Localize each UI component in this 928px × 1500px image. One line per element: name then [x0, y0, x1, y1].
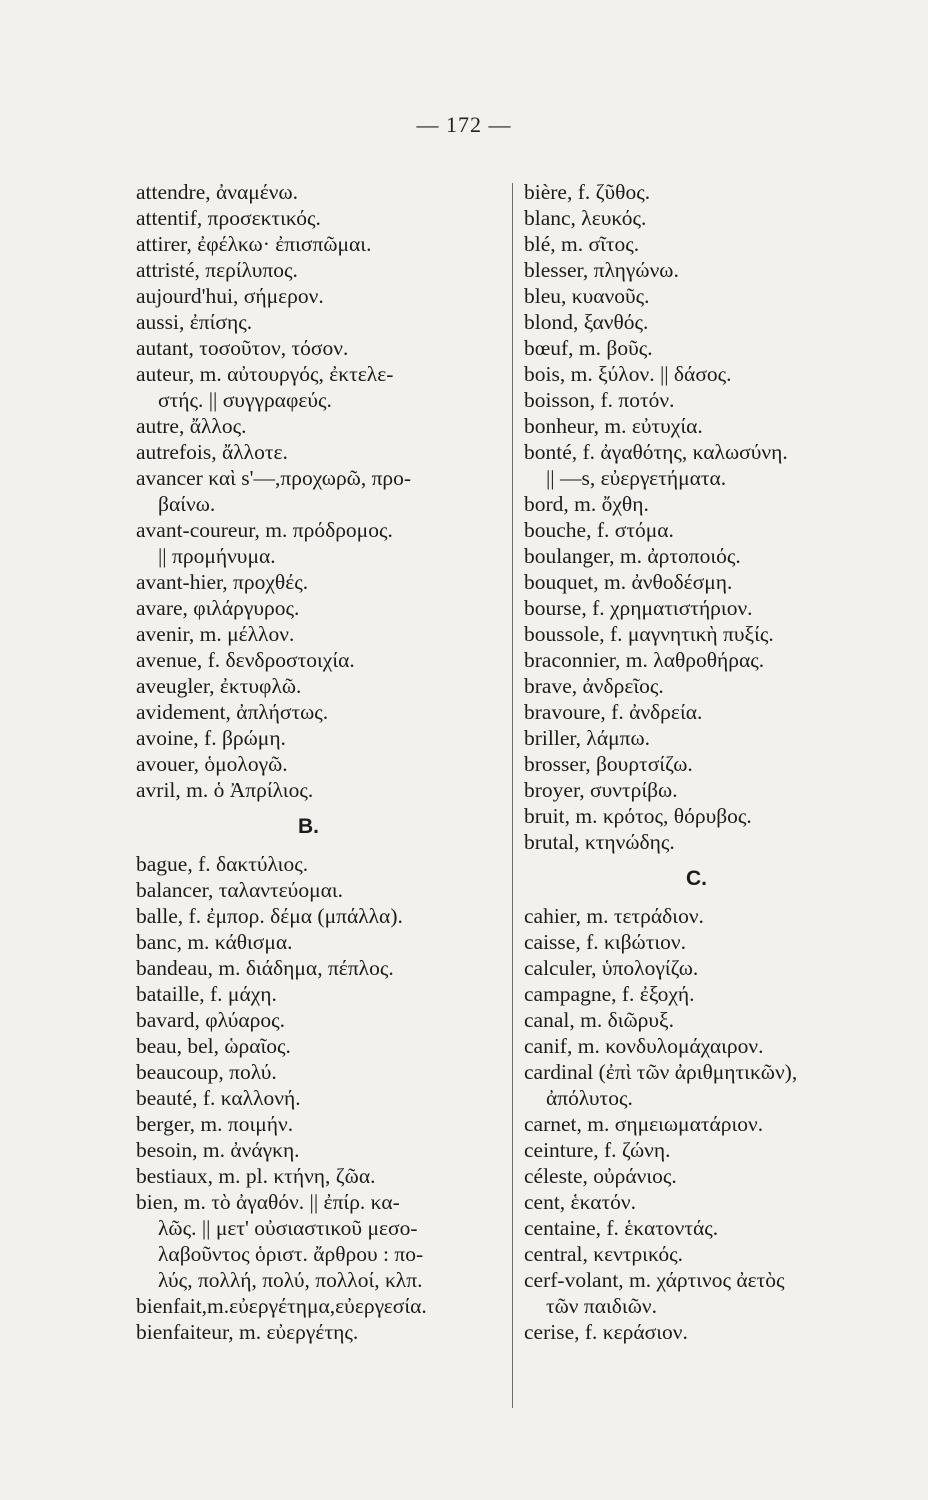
dictionary-line: blond, ξανθός.: [524, 310, 649, 334]
dictionary-line: cerf-volant, m. χάρτινος ἀετὸς: [524, 1268, 785, 1292]
dictionary-line: λῶς. || μετ' οὐσιαστικοῦ μεσο-: [158, 1216, 418, 1240]
dictionary-line: autrefois, ἄλλοτε.: [136, 440, 288, 464]
dictionary-line: τῶν παιδιῶν.: [546, 1294, 657, 1318]
dictionary-line: bataille, f. μάχη.: [136, 982, 277, 1006]
dictionary-line: brave, ἀνδρεῖος.: [524, 674, 664, 698]
dictionary-line: bonheur, m. εὐτυχία.: [524, 414, 703, 438]
dictionary-line: bleu, κυανοῦς.: [524, 284, 650, 308]
dictionary-line: calculer, ὑπολογίζω.: [524, 956, 699, 980]
dictionary-line: braconnier, m. λαθροθήρας.: [524, 648, 765, 672]
dictionary-line: boussole, f. μαγνητικὴ πυξίς.: [524, 622, 774, 646]
dictionary-line: bague, f. δακτύλιος.: [136, 852, 309, 876]
dictionary-line: bouche, f. στόμα.: [524, 518, 674, 542]
dictionary-line: broyer, συντρίβω.: [524, 778, 678, 802]
dictionary-line: λύς, πολλή, πολύ, πολλοί, κλπ.: [158, 1268, 423, 1292]
dictionary-line: λαβοῦντος ὁριστ. ἄρθρου : πο-: [158, 1242, 424, 1266]
dictionary-line: bavard, φλύαρος.: [136, 1008, 285, 1032]
dictionary-line: bière, f. ζῦθος.: [524, 180, 651, 204]
dictionary-line: boisson, f. ποτόν.: [524, 388, 675, 412]
dictionary-line: brosser, βουρτσίζω.: [524, 752, 693, 776]
dictionary-line: blesser, πληγώνω.: [524, 258, 679, 282]
dictionary-line: bruit, m. κρότος, θόρυβος.: [524, 804, 752, 828]
dictionary-line: autant, τοσοῦτον, τόσον.: [136, 336, 349, 360]
dictionary-line: central, κεντρικός.: [524, 1242, 683, 1266]
dictionary-line: bourse, f. χρηματιστήριον.: [524, 596, 753, 620]
dictionary-line: cent, ἑκατόν.: [524, 1190, 636, 1214]
dictionary-line: ἀπόλυτος.: [546, 1086, 633, 1110]
dictionary-line: besoin, m. ἀνάγκη.: [136, 1138, 300, 1162]
dictionary-line: aujourd'hui, σήμερον.: [136, 284, 324, 308]
dictionary-line: avenue, f. δενδροστοιχία.: [136, 648, 355, 672]
dictionary-line: bandeau, m. διάδημα, πέπλος.: [136, 956, 394, 980]
dictionary-line: bœuf, m. βοῦς.: [524, 336, 653, 360]
dictionary-line: caisse, f. κιβώτιον.: [524, 930, 686, 954]
column-divider: [512, 183, 513, 1408]
dictionary-line: aussi, ἐπίσης.: [136, 310, 253, 334]
dictionary-line: blanc, λευκός.: [524, 206, 647, 230]
dictionary-line: céleste, οὐράνιος.: [524, 1164, 677, 1188]
left-entries-a: [136, 179, 496, 803]
dictionary-line: bois, m. ξύλον. || δάσος.: [524, 362, 732, 386]
page-number: — 172 —: [416, 112, 512, 137]
dictionary-line: attentif, προσεκτικός.: [136, 206, 321, 230]
left-column: [136, 179, 496, 1345]
dictionary-line: bravoure, f. ἀνδρεία.: [524, 700, 703, 724]
dictionary-line: blé, m. σῖτος.: [524, 232, 640, 256]
dictionary-line: avenir, m. μέλλον.: [136, 622, 295, 646]
dictionary-line: autre, ἄλλος.: [136, 414, 247, 438]
dictionary-line: attirer, ἐφέλκω· ἐπισπῶμαι.: [136, 232, 372, 256]
dictionary-line: bord, m. ὄχθη.: [524, 492, 649, 516]
dictionary-line: avant-coureur, m. πρόδρομος.: [136, 518, 393, 542]
dictionary-line: campagne, f. ἐξοχή.: [524, 982, 695, 1006]
dictionary-line: carnet, m. σημειωματάριον.: [524, 1112, 764, 1136]
dictionary-line: boulanger, m. ἀρτοποιός.: [524, 544, 741, 568]
dictionary-line: balancer, ταλαντεύομαι.: [136, 878, 344, 902]
dictionary-line: cahier, m. τετράδιον.: [524, 904, 704, 928]
dictionary-line: balle, f. ἐμπορ. δέμα (μπάλλα).: [136, 904, 403, 928]
dictionary-line: avare, φιλάργυρος.: [136, 596, 300, 620]
dictionary-line: ceinture, f. ζώνη.: [524, 1138, 671, 1162]
section-heading-b: B.: [298, 815, 319, 838]
dictionary-line: centaine, f. ἑκατοντάς.: [524, 1216, 719, 1240]
dictionary-line: bienfaiteur, m. εὐεργέτης.: [136, 1320, 359, 1344]
dictionary-line: canif, m. κονδυλομάχαιρον.: [524, 1034, 764, 1058]
dictionary-line: brutal, κτηνώδης.: [524, 830, 675, 854]
dictionary-line: briller, λάμπω.: [524, 726, 651, 750]
dictionary-line: aveugler, ἐκτυφλῶ.: [136, 674, 302, 698]
dictionary-line: βαίνω.: [158, 492, 216, 516]
dictionary-line: || —s, εὐεργετήματα.: [546, 466, 727, 490]
dictionary-line: beau, bel, ὡραῖος.: [136, 1034, 291, 1058]
dictionary-line: avant-hier, προχθές.: [136, 570, 309, 594]
dictionary-line: attendre, ἀναμένω.: [136, 180, 299, 204]
dictionary-line: cardinal (ἐπὶ τῶν ἀριθμητικῶν),: [524, 1060, 798, 1084]
dictionary-line: avancer καὶ s'—,προχωρῶ, προ-: [136, 466, 412, 490]
dictionary-line: bienfait,m.εὐεργέτημα,εὐεργεσία.: [136, 1294, 427, 1318]
dictionary-line: beauté, f. καλλονή.: [136, 1086, 301, 1110]
right-entries-a: [524, 179, 904, 855]
dictionary-line: banc, m. κάθισμα.: [136, 930, 293, 954]
right-column: [524, 179, 904, 1345]
dictionary-line: στής. || συγγραφεύς.: [158, 388, 332, 412]
section-heading-c: C.: [686, 867, 707, 890]
dictionary-line: bouquet, m. ἀνθοδέσμη.: [524, 570, 733, 594]
dictionary-line: avidement, ἀπλήστως.: [136, 700, 329, 724]
dictionary-line: avoine, f. βρώμη.: [136, 726, 286, 750]
dictionary-line: attristé, περίλυπος.: [136, 258, 298, 282]
dictionary-line: canal, m. διῶρυξ.: [524, 1008, 674, 1032]
left-entries-b: [136, 851, 496, 1345]
dictionary-line: berger, m. ποιμήν.: [136, 1112, 294, 1136]
dictionary-line: avouer, ὁμολογῶ.: [136, 752, 288, 776]
dictionary-line: || προμήνυμα.: [158, 544, 276, 568]
dictionary-line: beaucoup, πολύ.: [136, 1060, 277, 1084]
dictionary-line: auteur, m. αὐτουργός, ἐκτελε-: [136, 362, 394, 386]
dictionary-line: avril, m. ὁ Ἀπρίλιος.: [136, 778, 314, 802]
dictionary-line: bestiaux, m. pl. κτήνη, ζῶα.: [136, 1164, 376, 1188]
dictionary-line: bien, m. τὸ ἀγαθόν. || ἐπίρ. κα-: [136, 1190, 400, 1214]
right-entries-b: [524, 903, 904, 1345]
dictionary-line: bonté, f. ἀγαθότης, καλωσύνη.: [524, 440, 788, 464]
dictionary-line: cerise, f. κεράσιον.: [524, 1320, 688, 1344]
